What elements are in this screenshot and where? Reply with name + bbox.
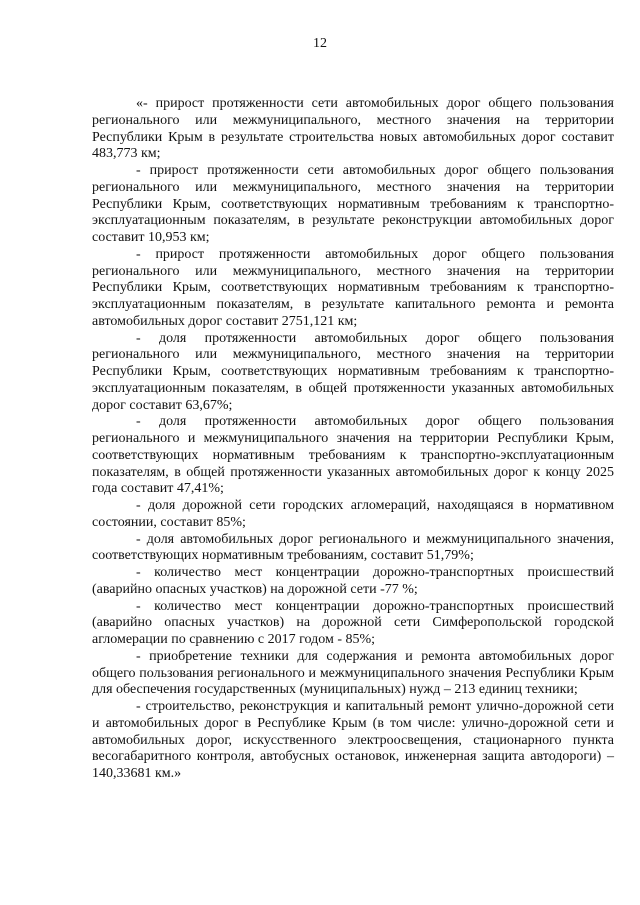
page-number: 12	[313, 36, 327, 51]
paragraph-share-regional-roads-2025: - доля протяженности автомобильных дорог общего пользования регионального и межмуниципального значения на территории Республики Крым, соответствующих нормативным требованиям к транспортно-эксплуатационным показателям, в общей протяженности указанных автомобильных дорог к концу 2025 года составит 47,41%;	[92, 414, 614, 497]
document-body	[92, 96, 614, 783]
paragraph-share-agglomeration-network: - доля дорожной сети городских агломераций, находящаяся в нормативном состоянии, составит 85%;	[92, 498, 614, 530]
paragraph-share-regional-local-roads: - доля протяженности автомобильных дорог общего пользования регионального или межмуниципального, местного значения на территории Республики Крым, соответствующих нормативным требованиям к транспортно-эксплуатационным показателям, в общей протяженности указанных автомобильных дорог составит 63,67%;	[92, 330, 614, 413]
paragraph-equipment-acquisition: - приобретение техники для содержания и ремонта автомобильных дорог общего пользования регионального и межмуниципального значения Республики Крым для обеспечения государственных (муниципальных) нужд – 213 единиц техники;	[92, 648, 614, 698]
paragraph-road-growth-reconstruction: - прирост протяженности сети автомобильных дорог общего пользования регионального или межмуниципального, местного значения на территории Республики Крым, соответствующих нормативным требованиям к транспортно-эксплуатационным показателям, в результате реконструкции автомобильных дорог составит 10,953 км;	[92, 163, 614, 245]
paragraph-share-regional-intermunicipal-roads: - доля автомобильных дорог регионального и межмуниципального значения, соответствующих нормативным требованиям, составит 51,79%;	[92, 531, 614, 564]
paragraph-road-growth-repair: - прирост протяженности автомобильных дорог общего пользования регионального или межмуниципального, местного значения на территории Республики Крым, соответствующих нормативным требованиям к транспортно-эксплуатационным показателям, в результате капитального ремонта и ремонта автомобильных дорог составит 2751,121 км;	[92, 246, 614, 329]
paragraph-construction-reconstruction-total: - строительство, реконструкция и капитальный ремонт улично-дорожной сети и автомобильных дорог в Республике Крым (в том числе: улично-дорожной сети и автомобильных дорог, искусственного электроосвещения, стационарного пункта весогабаритного контроля, автобусных остановок, инженерная защита автодороги) – 140,33681 км.»	[92, 699, 614, 781]
paragraph-accident-spots-network: - количество мест концентрации дорожно-транспортных происшествий (аварийно опасных участков) на дорожной сети -77 %;	[92, 565, 614, 597]
paragraph-road-growth-new-construction: «- прирост протяженности сети автомобильных дорог общего пользования регионального или межмуниципального, местного значения на территории Республики Крым в результате строительства новых автомобильных дорог составит 483,773 км;	[92, 96, 614, 162]
paragraph-accident-spots-simferopol: - количество мест концентрации дорожно-транспортных происшествий (аварийно опасных участков) на дорожной сети Симферопольской городской агломерации по сравнению с 2017 годом - 85%;	[92, 598, 614, 647]
